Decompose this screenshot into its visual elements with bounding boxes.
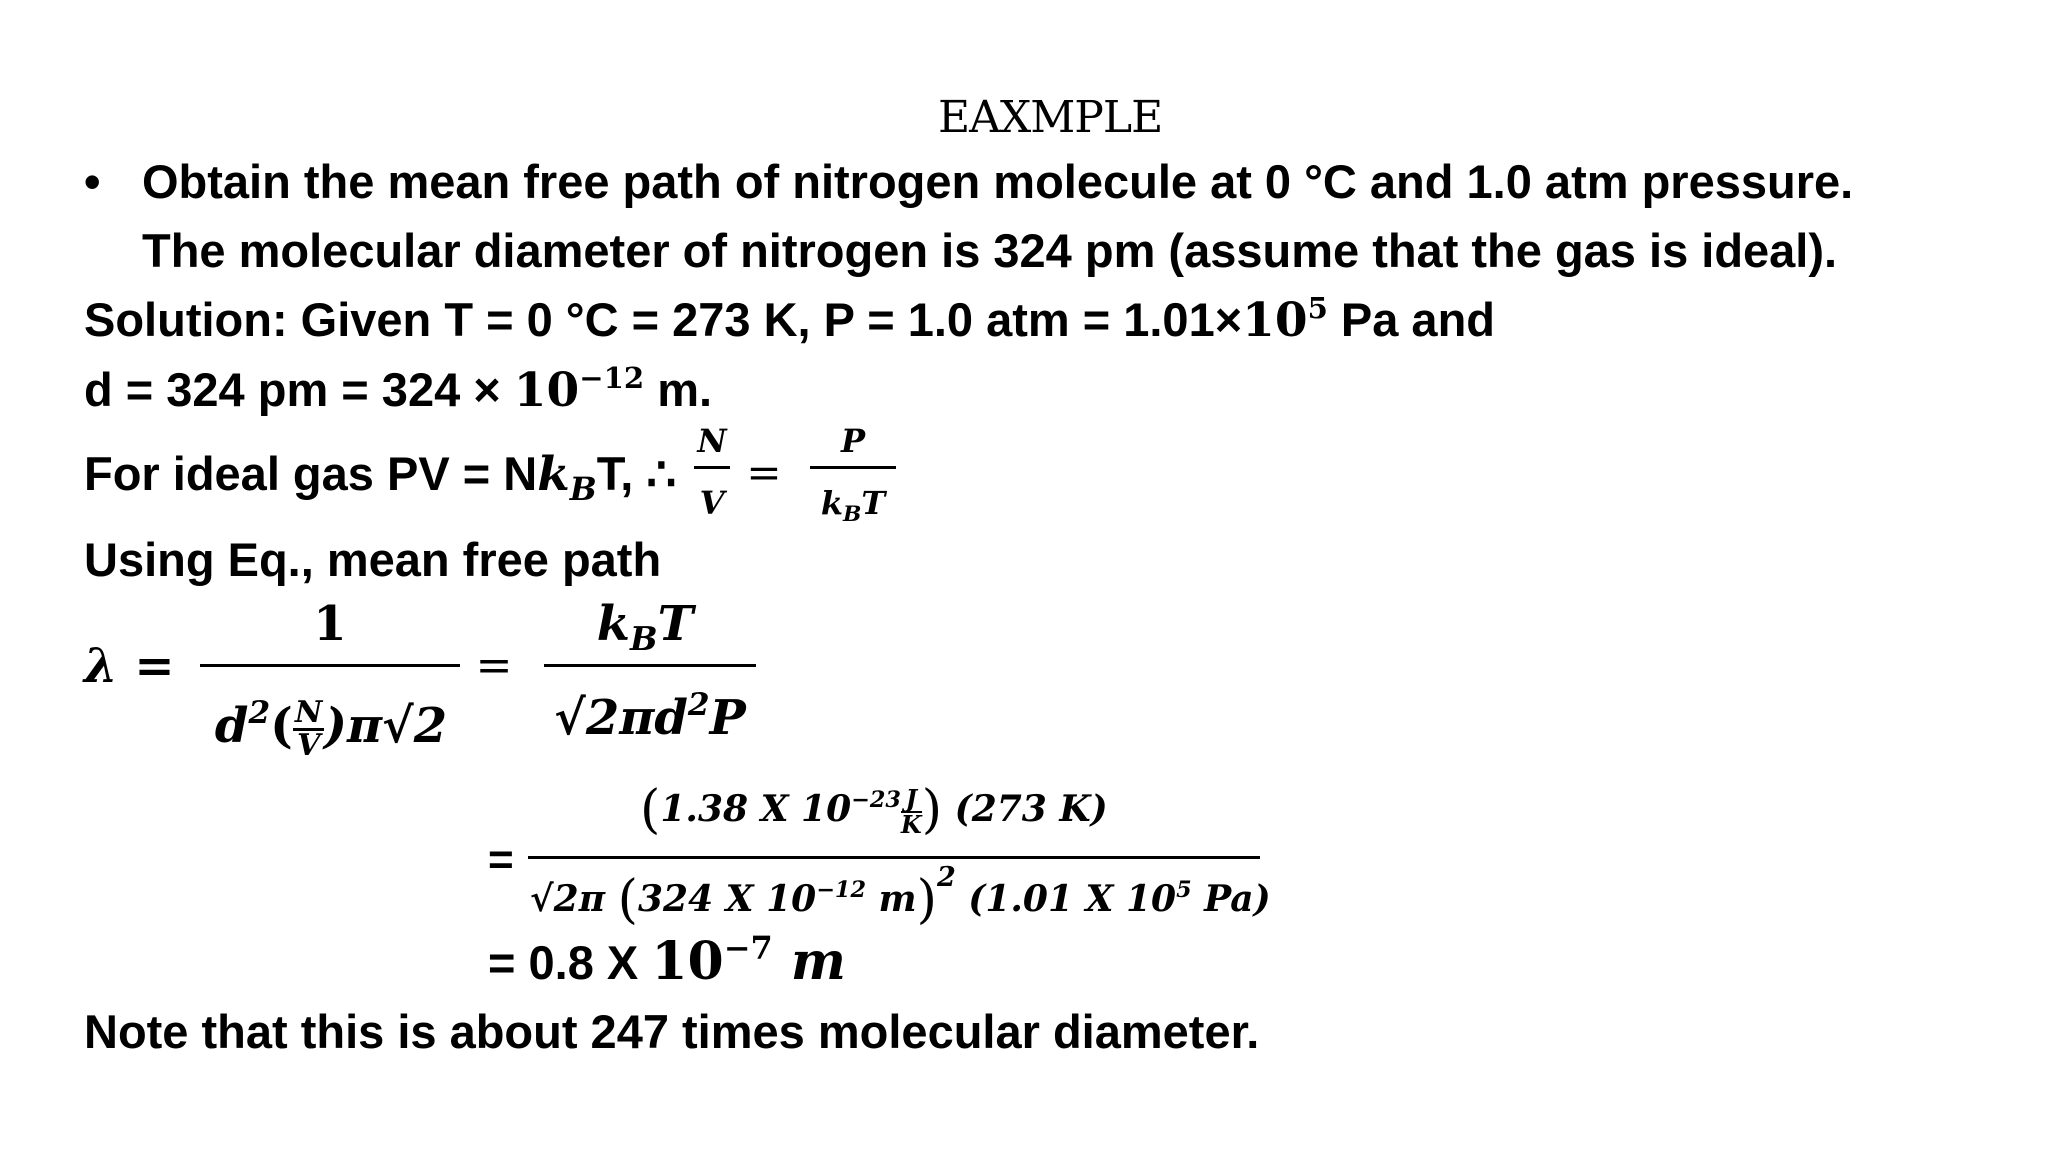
den1-close: )π√2 bbox=[324, 698, 448, 754]
den1-N: N bbox=[294, 695, 323, 730]
given-base: 10 bbox=[1242, 293, 1308, 348]
calc-den-open: ( bbox=[617, 870, 638, 930]
ideal-text: For ideal gas PV = N bbox=[84, 447, 538, 500]
calc-den-root: √2π bbox=[530, 877, 618, 920]
calc-num-K: K bbox=[900, 809, 922, 839]
note-line: Note that this is about 247 times molecular diameter. bbox=[84, 1005, 1260, 1058]
formula-equals: = bbox=[475, 640, 513, 691]
formula-num2 bbox=[570, 596, 720, 659]
num2-sub: B bbox=[629, 619, 658, 659]
formula-bar1 bbox=[200, 664, 460, 667]
calc-num-fraction bbox=[900, 783, 922, 839]
calc-denominator bbox=[530, 862, 1271, 930]
question-line-2: The molecular diameter of nitrogen is 324 pm (assume that the gas is ideal). bbox=[142, 224, 1838, 277]
calc-num-value: 1.38 X 10 bbox=[660, 787, 852, 830]
given-tail: Pa and bbox=[1327, 293, 1495, 346]
d-exp: −12 bbox=[579, 360, 645, 395]
formula-num1: 1 bbox=[313, 596, 347, 652]
result-line bbox=[488, 929, 846, 992]
calc-num-open: ( bbox=[640, 780, 661, 840]
formula-bar2 bbox=[544, 664, 756, 667]
num2-T: T bbox=[657, 596, 694, 652]
result-unit: m bbox=[772, 931, 846, 992]
ideal-frac2-num: P bbox=[840, 422, 866, 460]
den2-root: √2πd bbox=[554, 690, 688, 746]
calc-num-exp: −23 bbox=[851, 786, 901, 813]
calc-numerator bbox=[640, 780, 1140, 840]
den1-open: ( bbox=[270, 698, 293, 754]
ideal-equals: = bbox=[746, 448, 782, 497]
calc-den-close: ) bbox=[916, 870, 937, 930]
calc-den-pres: (1.01 X 10 bbox=[955, 877, 1177, 920]
den2-exp: 2 bbox=[687, 686, 710, 723]
calc-den-value: 324 X 10 bbox=[637, 877, 817, 920]
calc-equals: = bbox=[488, 835, 514, 884]
ideal-gas-line bbox=[84, 447, 677, 509]
num2-k: k bbox=[596, 596, 630, 652]
result-exp: −7 bbox=[723, 929, 773, 968]
given-text: Solution: Given T = 0 °C = 273 K, P = 1.0 atm = 1.01× bbox=[84, 293, 1243, 346]
den1-fraction bbox=[293, 695, 324, 763]
d-tail: m. bbox=[644, 363, 713, 416]
question-line-1: Obtain the mean free path of nitrogen molecule at 0 °C and 1.0 atm pressure. bbox=[142, 155, 1854, 208]
den1-d: d bbox=[214, 698, 249, 754]
ideal-frac1-bar bbox=[694, 466, 730, 469]
ideal-den-sub: B bbox=[842, 501, 862, 527]
den1-exp: 2 bbox=[248, 694, 271, 731]
calc-bar bbox=[528, 856, 1260, 859]
den1-V: V bbox=[296, 728, 321, 763]
ideal-den-T: T bbox=[861, 484, 886, 522]
ideal-den-k: k bbox=[820, 484, 843, 522]
ideal-k: k bbox=[537, 447, 570, 502]
calc-num-temp: (273 K) bbox=[942, 787, 1108, 830]
lambda-symbol: λ = bbox=[84, 638, 175, 694]
d-text: d = 324 pm = 324 × bbox=[84, 363, 514, 416]
ideal-frac2-den bbox=[808, 484, 898, 527]
using-eq-line: Using Eq., mean free path bbox=[84, 533, 662, 586]
ideal-frac2-bar bbox=[810, 466, 896, 469]
ideal-sub: B bbox=[569, 470, 597, 509]
formula-den2 bbox=[540, 686, 760, 746]
calc-num-J: J bbox=[901, 787, 922, 813]
calc-den-sq: 2 bbox=[936, 862, 956, 894]
diameter-line bbox=[84, 360, 713, 418]
slide-title: EAXMPLE bbox=[938, 92, 1163, 143]
calc-num-close: ) bbox=[921, 780, 943, 840]
ideal-tail: T, ∴ bbox=[596, 447, 677, 500]
calc-den-unit: m bbox=[865, 877, 917, 920]
given-line bbox=[84, 290, 1495, 348]
result-text: = 0.8 X bbox=[488, 936, 652, 989]
calc-den-exp: −12 bbox=[816, 876, 866, 903]
formula-den1 bbox=[196, 694, 466, 763]
ideal-frac1-num: N bbox=[697, 422, 727, 460]
calc-den-pres-unit: Pa) bbox=[1191, 877, 1271, 920]
ideal-frac1-den: V bbox=[699, 484, 725, 522]
calc-den-pres-exp: 5 bbox=[1176, 876, 1192, 903]
result-base: 10 bbox=[651, 931, 724, 992]
d-base: 10 bbox=[513, 363, 580, 418]
bullet-marker: • bbox=[84, 155, 101, 208]
given-exp: 5 bbox=[1307, 290, 1328, 325]
den2-P: P bbox=[709, 690, 746, 746]
